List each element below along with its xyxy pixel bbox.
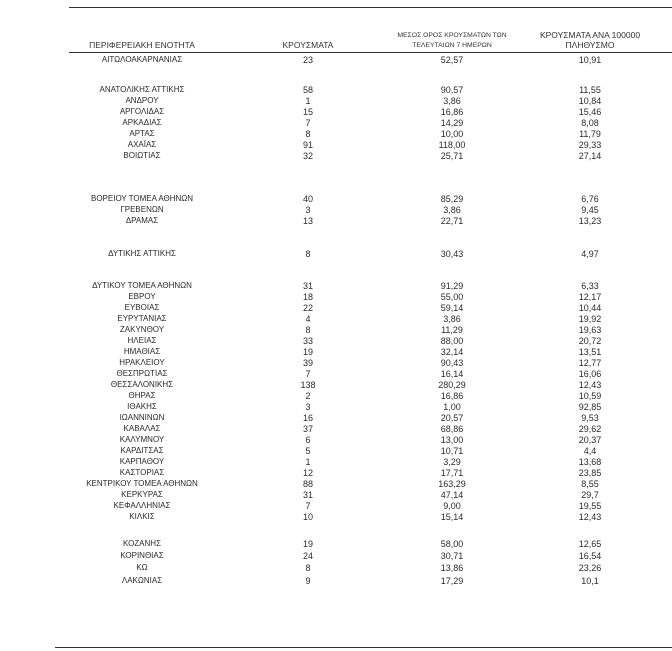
cell-per100k: 15,46 xyxy=(578,107,602,117)
cell-region: ΚΕΦΑΛΛΗΝΙΑΣ xyxy=(113,501,171,510)
cell-avg7: 47,14 xyxy=(440,490,464,500)
cell-region: ΚΑΛΥΜΝΟΥ xyxy=(119,435,165,444)
cell-per100k: 10,91 xyxy=(578,55,602,65)
cell-per100k: 20,72 xyxy=(578,336,602,346)
cell-avg7: 10,71 xyxy=(440,446,464,456)
cell-cases: 33 xyxy=(302,336,314,346)
cell-cases: 1 xyxy=(305,96,311,106)
cell-cases: 4 xyxy=(305,314,311,324)
cell-cases: 91 xyxy=(302,140,314,150)
cell-cases: 7 xyxy=(305,118,311,128)
cell-avg7: 30,43 xyxy=(440,249,464,259)
cell-cases: 32 xyxy=(302,151,314,161)
cell-region: ΑΡΚΑΔΙΑΣ xyxy=(122,118,162,127)
cell-per100k: 10,1 xyxy=(581,576,599,586)
cell-region: ΚΟΖΑΝΗΣ xyxy=(122,539,162,548)
cell-avg7: 3,29 xyxy=(443,457,461,467)
cell-avg7: 32,14 xyxy=(440,347,464,357)
cell-region: ΑΙΤΩΛΟΑΚΑΡΝΑΝΙΑΣ xyxy=(101,55,183,64)
header-per100k-line2: ΠΛΗΘΥΣΜΟ xyxy=(565,40,615,50)
cell-cases: 15 xyxy=(302,107,314,117)
cell-region: ΚΙΛΚΙΣ xyxy=(129,512,155,521)
cell-per100k: 12,65 xyxy=(578,539,602,549)
cell-avg7: 20,57 xyxy=(440,413,464,423)
cell-avg7: 3,86 xyxy=(443,314,461,324)
cell-avg7: 118,00 xyxy=(438,140,466,150)
cell-cases: 37 xyxy=(302,424,314,434)
cell-cases: 7 xyxy=(305,369,311,379)
cell-cases: 8 xyxy=(305,325,311,335)
cell-cases: 19 xyxy=(302,347,314,357)
cell-avg7: 13,86 xyxy=(440,563,464,573)
cell-avg7: 68,86 xyxy=(440,424,464,434)
cell-avg7: 11,29 xyxy=(441,325,463,335)
cell-cases: 1 xyxy=(305,457,311,467)
cell-region: ΔΥΤΙΚΟΥ ΤΟΜΕΑ ΑΘΗΝΩΝ xyxy=(92,281,192,290)
cell-per100k: 11,55 xyxy=(579,85,601,95)
table-row xyxy=(0,550,672,562)
cell-avg7: 3,86 xyxy=(443,205,461,215)
table-row xyxy=(0,248,672,260)
cell-region: ΚΑΒΑΛΑΣ xyxy=(123,424,161,433)
cell-region: ΔΥΤΙΚΗΣ ΑΤΤΙΚΗΣ xyxy=(108,249,176,258)
cell-per100k: 6,33 xyxy=(581,281,599,291)
cell-region: ΑΡΤΑΣ xyxy=(129,129,155,138)
table-row xyxy=(0,150,672,162)
cell-cases: 39 xyxy=(302,358,314,368)
top-rule xyxy=(69,7,672,8)
cell-avg7: 22,71 xyxy=(440,216,464,226)
cell-region: ΚΕΝΤΡΙΚΟΥ ΤΟΜΕΑ ΑΘΗΝΩΝ xyxy=(86,479,198,488)
cell-region: ΕΥΒΟΙΑΣ xyxy=(124,303,160,312)
cell-per100k: 19,55 xyxy=(578,501,602,511)
cell-per100k: 9,45 xyxy=(581,205,599,215)
cell-region: ΙΘΑΚΗΣ xyxy=(127,402,157,411)
cell-cases: 19 xyxy=(302,539,314,549)
table-row xyxy=(0,575,672,587)
header-region xyxy=(72,40,212,50)
cell-per100k: 16,06 xyxy=(578,369,602,379)
cell-per100k: 16,54 xyxy=(578,551,602,561)
cell-region: ΚΑΡΔΙΤΣΑΣ xyxy=(120,446,164,455)
cell-avg7: 10,00 xyxy=(440,129,464,139)
cell-per100k: 10,84 xyxy=(578,96,602,106)
cell-cases: 58 xyxy=(302,85,314,95)
header-per100k-line1: ΚΡΟΥΣΜΑΤΑ ΑΝΑ 100000 xyxy=(539,30,641,40)
cell-cases: 8 xyxy=(305,249,311,259)
cell-cases: 18 xyxy=(302,292,314,302)
cell-region: ΚΑΣΤΟΡΙΑΣ xyxy=(119,468,165,477)
cell-cases: 7 xyxy=(305,501,311,511)
cell-cases: 3 xyxy=(305,402,311,412)
cell-per100k: 8,08 xyxy=(581,118,599,128)
cell-avg7: 85,29 xyxy=(440,194,464,204)
header-cases xyxy=(258,40,358,50)
header-region-label: ΠΕΡΙΦΕΡΕΙΑΚΗ ΕΝΟΤΗΤΑ xyxy=(89,40,195,50)
cell-per100k: 12,17 xyxy=(578,292,602,302)
table-row xyxy=(0,54,672,66)
bottom-rule xyxy=(55,647,672,648)
cell-per100k: 29,7 xyxy=(581,490,599,500)
table-row xyxy=(0,511,672,523)
cell-avg7: 15,14 xyxy=(440,512,464,522)
cell-avg7: 1,00 xyxy=(443,402,461,412)
cell-cases: 16 xyxy=(302,413,314,423)
cell-cases: 2 xyxy=(305,391,311,401)
cell-avg7: 3,86 xyxy=(443,96,461,106)
cell-per100k: 10,44 xyxy=(578,303,602,313)
cell-avg7: 91,29 xyxy=(440,281,464,291)
cell-region: ΚΑΡΠΑΘΟΥ xyxy=(119,457,165,466)
cell-region: ΑΡΓΟΛΙΔΑΣ xyxy=(119,107,165,116)
cell-cases: 24 xyxy=(302,551,314,561)
cell-region: ΔΡΑΜΑΣ xyxy=(125,216,159,225)
cell-cases: 138 xyxy=(300,380,316,390)
cell-cases: 31 xyxy=(302,490,314,500)
cell-avg7: 280,29 xyxy=(438,380,466,390)
header-avg7-line2: ΤΕΛΕΥΤΑΙΩΝ 7 ΗΜΕΡΩΝ xyxy=(412,42,492,49)
cell-avg7: 30,71 xyxy=(440,551,464,561)
cell-cases: 13 xyxy=(302,216,314,226)
cell-region: ΕΒΡΟΥ xyxy=(128,292,156,301)
cell-region: ΘΕΣΠΡΩΤΙΑΣ xyxy=(116,369,168,378)
cell-avg7: 9,00 xyxy=(443,501,461,511)
cell-region: ΒΟΙΩΤΙΑΣ xyxy=(123,151,161,160)
header-per100k xyxy=(515,30,665,50)
header-avg7 xyxy=(372,31,532,51)
table-row xyxy=(0,215,672,227)
cell-avg7: 90,57 xyxy=(440,85,464,95)
cell-cases: 12 xyxy=(302,468,314,478)
cell-avg7: 17,29 xyxy=(440,576,464,586)
cell-avg7: 55,00 xyxy=(440,292,464,302)
cell-region: ΒΟΡΕΙΟΥ ΤΟΜΕΑ ΑΘΗΝΩΝ xyxy=(90,194,194,203)
cell-region: ΙΩΑΝΝΙΝΩΝ xyxy=(119,413,165,422)
table-row xyxy=(0,538,672,550)
cell-region: ΕΥΡΥΤΑΝΙΑΣ xyxy=(117,314,167,323)
cell-per100k: 19,63 xyxy=(578,325,602,335)
cell-cases: 22 xyxy=(302,303,314,313)
cell-per100k: 11,79 xyxy=(579,129,601,139)
cell-region: ΚΕΡΚΥΡΑΣ xyxy=(121,490,163,499)
header-cases-label: ΚΡΟΥΣΜΑΤΑ xyxy=(282,40,334,50)
cell-per100k: 8,55 xyxy=(581,479,599,489)
cell-cases: 8 xyxy=(305,129,311,139)
cell-per100k: 13,68 xyxy=(578,457,602,467)
cell-cases: 5 xyxy=(305,446,311,456)
cell-cases: 3 xyxy=(305,205,311,215)
cell-per100k: 19,92 xyxy=(578,314,602,324)
cell-region: ΗΜΑΘΙΑΣ xyxy=(123,347,161,356)
cell-per100k: 9,53 xyxy=(581,413,599,423)
cell-region: ΛΑΚΩΝΙΑΣ xyxy=(121,576,163,585)
cell-region: ΘΗΡΑΣ xyxy=(128,391,156,400)
cell-per100k: 13,23 xyxy=(578,216,602,226)
cell-cases: 10 xyxy=(302,512,314,522)
cell-avg7: 163,29 xyxy=(438,479,466,489)
cell-cases: 31 xyxy=(302,281,314,291)
cell-region: ΖΑΚΥΝΘΟΥ xyxy=(119,325,165,334)
cell-cases: 88 xyxy=(302,479,314,489)
cell-region: ΑΧΑΪΑΣ xyxy=(127,140,157,149)
cell-cases: 40 xyxy=(302,194,314,204)
cell-per100k: 23,26 xyxy=(578,563,602,573)
cell-avg7: 88,00 xyxy=(440,336,464,346)
cell-avg7: 52,57 xyxy=(440,55,464,65)
cell-per100k: 12,43 xyxy=(578,380,602,390)
cell-avg7: 13,00 xyxy=(440,435,464,445)
header-rule xyxy=(69,52,672,53)
cell-per100k: 13,51 xyxy=(578,347,602,357)
table-row xyxy=(0,562,672,574)
cell-region: ΓΡΕΒΕΝΩΝ xyxy=(120,205,164,214)
cell-avg7: 14,29 xyxy=(440,118,464,128)
cell-region: ΘΕΣΣΑΛΟΝΙΚΗΣ xyxy=(110,380,174,389)
cell-avg7: 16,86 xyxy=(440,391,464,401)
cell-region: ΗΡΑΚΛΕΙΟΥ xyxy=(119,358,165,367)
cell-avg7: 25,71 xyxy=(440,151,464,161)
cell-cases: 8 xyxy=(305,563,311,573)
cell-cases: 23 xyxy=(302,55,314,65)
cell-cases: 6 xyxy=(305,435,311,445)
cell-region: ΚΩ xyxy=(136,563,148,572)
cell-region: ΚΟΡΙΝΘΙΑΣ xyxy=(120,551,164,560)
cell-per100k: 27,14 xyxy=(578,151,602,161)
cell-avg7: 17,71 xyxy=(440,468,464,478)
cell-region: ΗΛΕΙΑΣ xyxy=(127,336,157,345)
cell-avg7: 59,14 xyxy=(440,303,464,313)
cell-per100k: 6,76 xyxy=(581,194,599,204)
cell-avg7: 90,43 xyxy=(440,358,464,368)
cell-per100k: 10,59 xyxy=(578,391,602,401)
cell-avg7: 58,00 xyxy=(440,539,464,549)
cell-per100k: 92,85 xyxy=(578,402,602,412)
cell-per100k: 20,37 xyxy=(578,435,602,445)
cell-avg7: 16,14 xyxy=(440,369,464,379)
cell-per100k: 12,77 xyxy=(578,358,602,368)
cell-per100k: 29,62 xyxy=(578,424,602,434)
cell-per100k: 29,33 xyxy=(578,140,602,150)
cell-cases: 9 xyxy=(305,576,311,586)
cell-avg7: 16,86 xyxy=(440,107,464,117)
cell-per100k: 12,43 xyxy=(578,512,602,522)
cell-per100k: 23,85 xyxy=(578,468,602,478)
cell-region: ΑΝΑΤΟΛΙΚΗΣ ΑΤΤΙΚΗΣ xyxy=(99,85,185,94)
cell-per100k: 4,97 xyxy=(581,249,599,259)
cell-region: ΑΝΔΡΟΥ xyxy=(125,96,159,105)
header-avg7-line1: ΜΕΣΟΣ ΟΡΟΣ ΚΡΟΥΣΜΑΤΩΝ ΤΩΝ xyxy=(397,32,507,39)
cell-per100k: 4,4 xyxy=(583,446,597,456)
